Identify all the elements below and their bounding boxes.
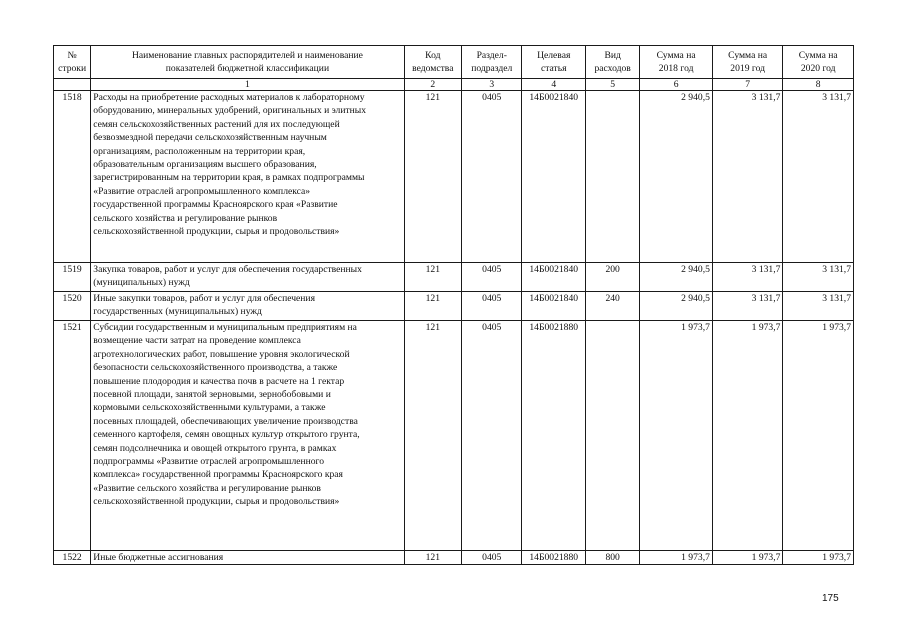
column-number: 1: [91, 79, 404, 91]
sum-2018-cell: 2 940,5: [640, 292, 713, 321]
name-line: (муниципальных) нужд: [93, 277, 190, 289]
page-number: 175: [822, 593, 839, 604]
target-cell: 14Б0021840: [522, 292, 585, 321]
column-number-row: [54, 79, 854, 91]
sum-2020-cell: 3 131,7: [783, 91, 854, 263]
table-row: [54, 263, 854, 292]
header-row: [54, 46, 854, 79]
sum-2019-cell: 3 131,7: [712, 91, 783, 263]
code-cell: 121: [404, 91, 461, 263]
row-number-cell: 1521: [54, 321, 91, 551]
column-number: 5: [585, 79, 639, 91]
header-section: Раздел- подраздел: [462, 46, 522, 79]
row-number-cell: 1519: [54, 263, 91, 292]
table-row: [54, 91, 854, 263]
name-line: семенного картофеля, семян овощных культур открытого грунта,: [93, 429, 360, 441]
name-cell: [91, 551, 404, 565]
row-number-cell: 1518: [54, 91, 91, 263]
sum-2019-cell: 1 973,7: [712, 321, 783, 551]
header-sum-2018: Сумма на 2018 год: [640, 46, 713, 79]
name-line: «Развитие отраслей агропромышленного комплекса»: [93, 185, 311, 197]
name-line: сельского хозяйства и регулирование рынков: [93, 212, 278, 224]
name-line: «Развитие сельского хозяйства и регулирование рынков: [93, 482, 321, 494]
sum-2019-cell: 1 973,7: [712, 551, 783, 565]
name-line: безвозмездной передачи сельскохозяйственным научным: [93, 132, 327, 144]
column-number: 2: [404, 79, 461, 91]
section-cell: 0405: [462, 551, 522, 565]
sum-2020-cell: 1 973,7: [783, 321, 854, 551]
column-number: 7: [712, 79, 783, 91]
section-cell: 0405: [462, 91, 522, 263]
name-line: образовательным организациям высшего образования,: [93, 159, 317, 171]
code-cell: 121: [404, 292, 461, 321]
row-number-cell: 1522: [54, 551, 91, 565]
target-cell: 14Б0021880: [522, 551, 585, 565]
name-line: зарегистрированным на территории края, в рамках подпрограммы: [93, 172, 365, 184]
sum-2018-cell: 2 940,5: [640, 91, 713, 263]
name-line: государственных (муниципальных) нужд: [93, 306, 262, 318]
sum-2018-cell: 1 973,7: [640, 321, 713, 551]
table-row: [54, 321, 854, 551]
table-row: [54, 551, 854, 565]
name-line: комплекса» государственной программы Красноярского края: [93, 469, 343, 481]
name-line: посевных площадей, обеспечивающих увеличение производства: [93, 415, 358, 427]
column-number: 4: [522, 79, 585, 91]
type-cell: [585, 91, 639, 263]
column-number: 6: [640, 79, 713, 91]
sum-2020-cell: 3 131,7: [783, 292, 854, 321]
name-line: кормовыми сельскохозяйственными культурами, а также: [93, 402, 326, 414]
type-cell: 200: [585, 263, 639, 292]
budget-table: [53, 45, 854, 565]
name-line: Расходы на приобретение расходных материалов к лабораторному: [93, 92, 365, 103]
header-row-number: № строки: [54, 46, 91, 79]
column-number: [54, 79, 91, 91]
name-line: оборудованию, минеральных удобрений, оригинальных и элитных: [93, 105, 367, 117]
header-sum-2020: Сумма на 2020 год: [783, 46, 854, 79]
name-line: Иные закупки товаров, работ и услуг для обеспечения: [93, 293, 315, 304]
name-line: сельскохозяйственной продукции, сырья и продовольствия»: [93, 226, 340, 238]
column-number: 8: [783, 79, 854, 91]
name-line: сельскохозяйственной продукции, сырья и продовольствия»: [93, 496, 340, 508]
section-cell: 0405: [462, 292, 522, 321]
name-line: агротехнологических работ, повышение уровня экологической: [93, 348, 350, 360]
code-cell: 121: [404, 321, 461, 551]
table-body: [54, 91, 854, 565]
name-cell: [91, 321, 404, 551]
name-cell: [91, 292, 404, 321]
name-line: организациям, расположенным на территории края,: [93, 145, 306, 157]
section-cell: 0405: [462, 263, 522, 292]
name-line: Субсидии государственным и муниципальным предприятиям на: [93, 322, 357, 333]
name-cell: [91, 263, 404, 292]
type-cell: [585, 321, 639, 551]
name-line: Закупка товаров, работ и услуг для обеспечения государственных: [93, 264, 362, 275]
header-target: Целевая статья: [522, 46, 585, 79]
header-name: Наименование главных распорядителей и наименование показателей бюджетной классификации: [91, 46, 404, 79]
name-line: семян сельскохозяйственных растений для их последующей: [93, 118, 340, 130]
sum-2018-cell: 2 940,5: [640, 263, 713, 292]
name-line: посевной площади, занятой зерновыми, зернобобовыми и: [93, 389, 331, 401]
sum-2020-cell: 3 131,7: [783, 263, 854, 292]
sum-2019-cell: 3 131,7: [712, 292, 783, 321]
type-cell: 800: [585, 551, 639, 565]
row-number-cell: 1520: [54, 292, 91, 321]
code-cell: 121: [404, 263, 461, 292]
target-cell: 14Б0021840: [522, 263, 585, 292]
name-cell: [91, 91, 404, 263]
name-line: возмещение части затрат на проведение комплекса: [93, 335, 301, 347]
name-line: Иные бюджетные ассигнования: [93, 552, 224, 563]
sum-2020-cell: 1 973,7: [783, 551, 854, 565]
code-cell: 121: [404, 551, 461, 565]
sum-2018-cell: 1 973,7: [640, 551, 713, 565]
name-line: подпрограммы «Развитие отраслей агропромышленного: [93, 456, 325, 468]
header-type: Вид расходов: [585, 46, 639, 79]
name-line: безопасности сельскохозяйственного производства, а также: [93, 362, 338, 374]
header-sum-2019: Сумма на 2019 год: [712, 46, 783, 79]
name-line: повышение плодородия и качества почв в расчете на 1 гектар: [93, 375, 345, 387]
section-cell: 0405: [462, 321, 522, 551]
target-cell: 14Б0021880: [522, 321, 585, 551]
type-cell: 240: [585, 292, 639, 321]
name-line: государственной программы Красноярского края «Развитие: [93, 199, 338, 211]
name-line: семян подсолнечника и овощей открытого грунта, в рамках: [93, 442, 337, 454]
header-code: Код ведомства: [404, 46, 461, 79]
table-row: [54, 292, 854, 321]
column-number: 3: [462, 79, 522, 91]
target-cell: 14Б0021840: [522, 91, 585, 263]
sum-2019-cell: 3 131,7: [712, 263, 783, 292]
